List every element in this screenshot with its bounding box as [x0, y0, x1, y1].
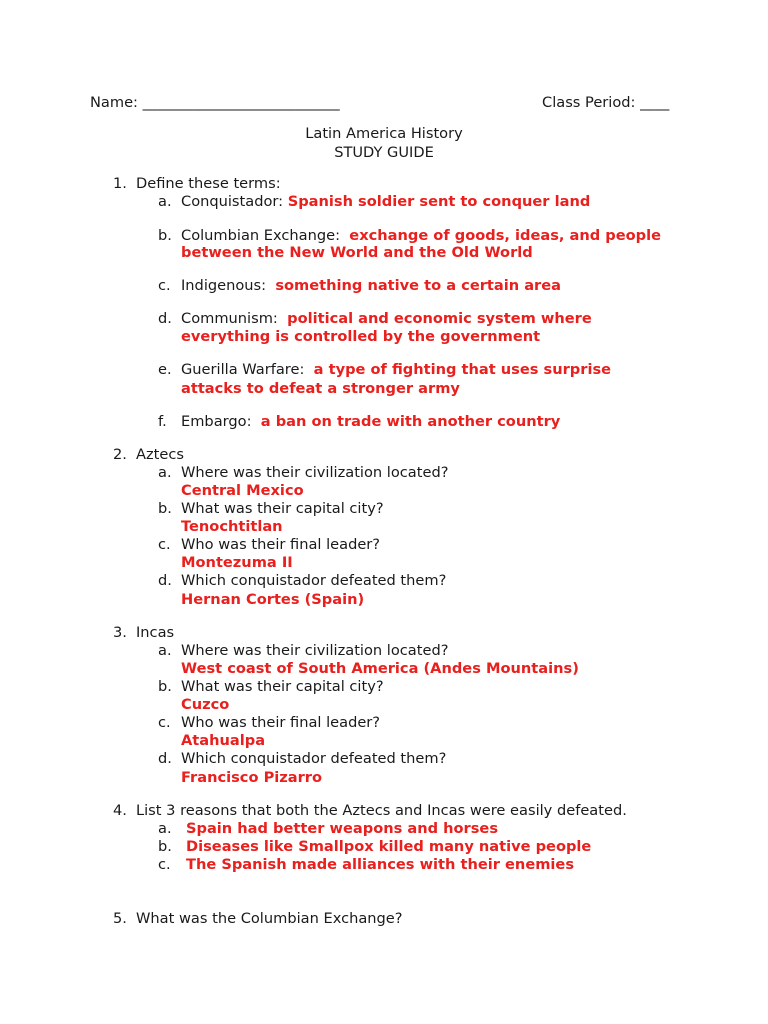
item-letter: b.	[158, 678, 172, 695]
term-answer-row	[181, 277, 561, 295]
term-answer: something native to a certain area	[275, 277, 561, 294]
item-letter: d.	[158, 572, 172, 589]
question-prompt: Define these terms:	[136, 175, 281, 192]
term-answer: political and economic system where	[287, 310, 592, 327]
sub-answer: Tenochtitlan	[181, 518, 283, 535]
sub-question: Where was their civilization located?	[181, 642, 449, 659]
question-number: 3.	[113, 624, 127, 641]
term-label: Guerilla Warfare:	[181, 361, 305, 378]
term-label: Conquistador:	[181, 193, 284, 210]
term-answer-row	[181, 413, 560, 431]
item-letter: c.	[158, 714, 171, 731]
term-label: Communism:	[181, 310, 278, 327]
item-letter: b.	[158, 227, 172, 244]
sub-question: Which conquistador defeated them?	[181, 572, 447, 589]
sub-question: What was their capital city?	[181, 678, 384, 695]
sub-question: Who was their final leader?	[181, 714, 381, 731]
question-prompt: Incas	[136, 624, 175, 641]
term-label: Indigenous:	[181, 277, 267, 294]
item-letter: d.	[158, 750, 172, 767]
sub-answer: Montezuma II	[181, 554, 293, 571]
reason-answer: Diseases like Smallpox killed many native people	[186, 838, 592, 855]
sub-answer: Hernan Cortes (Spain)	[181, 591, 365, 608]
question-number: 1.	[113, 175, 127, 192]
term-answer-row	[181, 193, 590, 211]
document-title: Latin America History	[305, 125, 463, 142]
name-field-label: Name: ___________________________	[90, 94, 340, 111]
term-answer-row	[181, 361, 611, 379]
document-subtitle: STUDY GUIDE	[334, 144, 434, 161]
question-prompt: What was the Columbian Exchange?	[136, 910, 403, 927]
question-prompt: Aztecs	[136, 446, 184, 463]
term-answer-continued: everything is controlled by the government	[181, 328, 541, 345]
term-answer: Spanish soldier sent to conquer land	[287, 193, 591, 210]
sub-question: Who was their final leader?	[181, 536, 381, 553]
item-letter: a.	[158, 193, 172, 210]
sub-question: What was their capital city?	[181, 500, 384, 517]
sub-question: Which conquistador defeated them?	[181, 750, 447, 767]
term-answer-continued: between the New World and the Old World	[181, 244, 533, 261]
term-answer: exchange of goods, ideas, and people	[349, 227, 662, 244]
item-letter: b.	[158, 500, 172, 517]
term-answer: a type of fighting that uses surprise	[313, 361, 612, 378]
term-label: Embargo:	[181, 413, 252, 430]
item-letter: a.	[158, 464, 172, 481]
item-letter: c.	[158, 856, 171, 873]
item-letter: d.	[158, 310, 172, 327]
question-prompt: List 3 reasons that both the Aztecs and Incas were easily defeated.	[136, 802, 627, 819]
sub-answer: Central Mexico	[181, 482, 304, 499]
question-number: 2.	[113, 446, 127, 463]
item-letter: b.	[158, 838, 172, 855]
term-answer-row	[181, 227, 661, 245]
item-letter: c.	[158, 277, 171, 294]
item-letter: c.	[158, 536, 171, 553]
sub-answer: West coast of South America (Andes Mountains)	[181, 660, 579, 677]
item-letter: a.	[158, 820, 172, 837]
question-number: 5.	[113, 910, 127, 927]
term-label: Columbian Exchange:	[181, 227, 341, 244]
item-letter: f.	[158, 413, 167, 430]
question-number: 4.	[113, 802, 127, 819]
item-letter: e.	[158, 361, 172, 378]
term-answer: a ban on trade with another country	[260, 413, 561, 430]
item-letter: a.	[158, 642, 172, 659]
sub-answer: Atahualpa	[181, 732, 266, 749]
sub-answer: Francisco Pizarro	[181, 769, 323, 786]
reason-answer: The Spanish made alliances with their enemies	[186, 856, 575, 873]
sub-answer: Cuzco	[181, 696, 230, 713]
sub-question: Where was their civilization located?	[181, 464, 449, 481]
term-answer-continued: attacks to defeat a stronger army	[181, 380, 460, 397]
reason-answer: Spain had better weapons and horses	[186, 820, 499, 837]
term-answer-row	[181, 310, 592, 328]
class-period-label: Class Period: ____	[542, 94, 670, 111]
